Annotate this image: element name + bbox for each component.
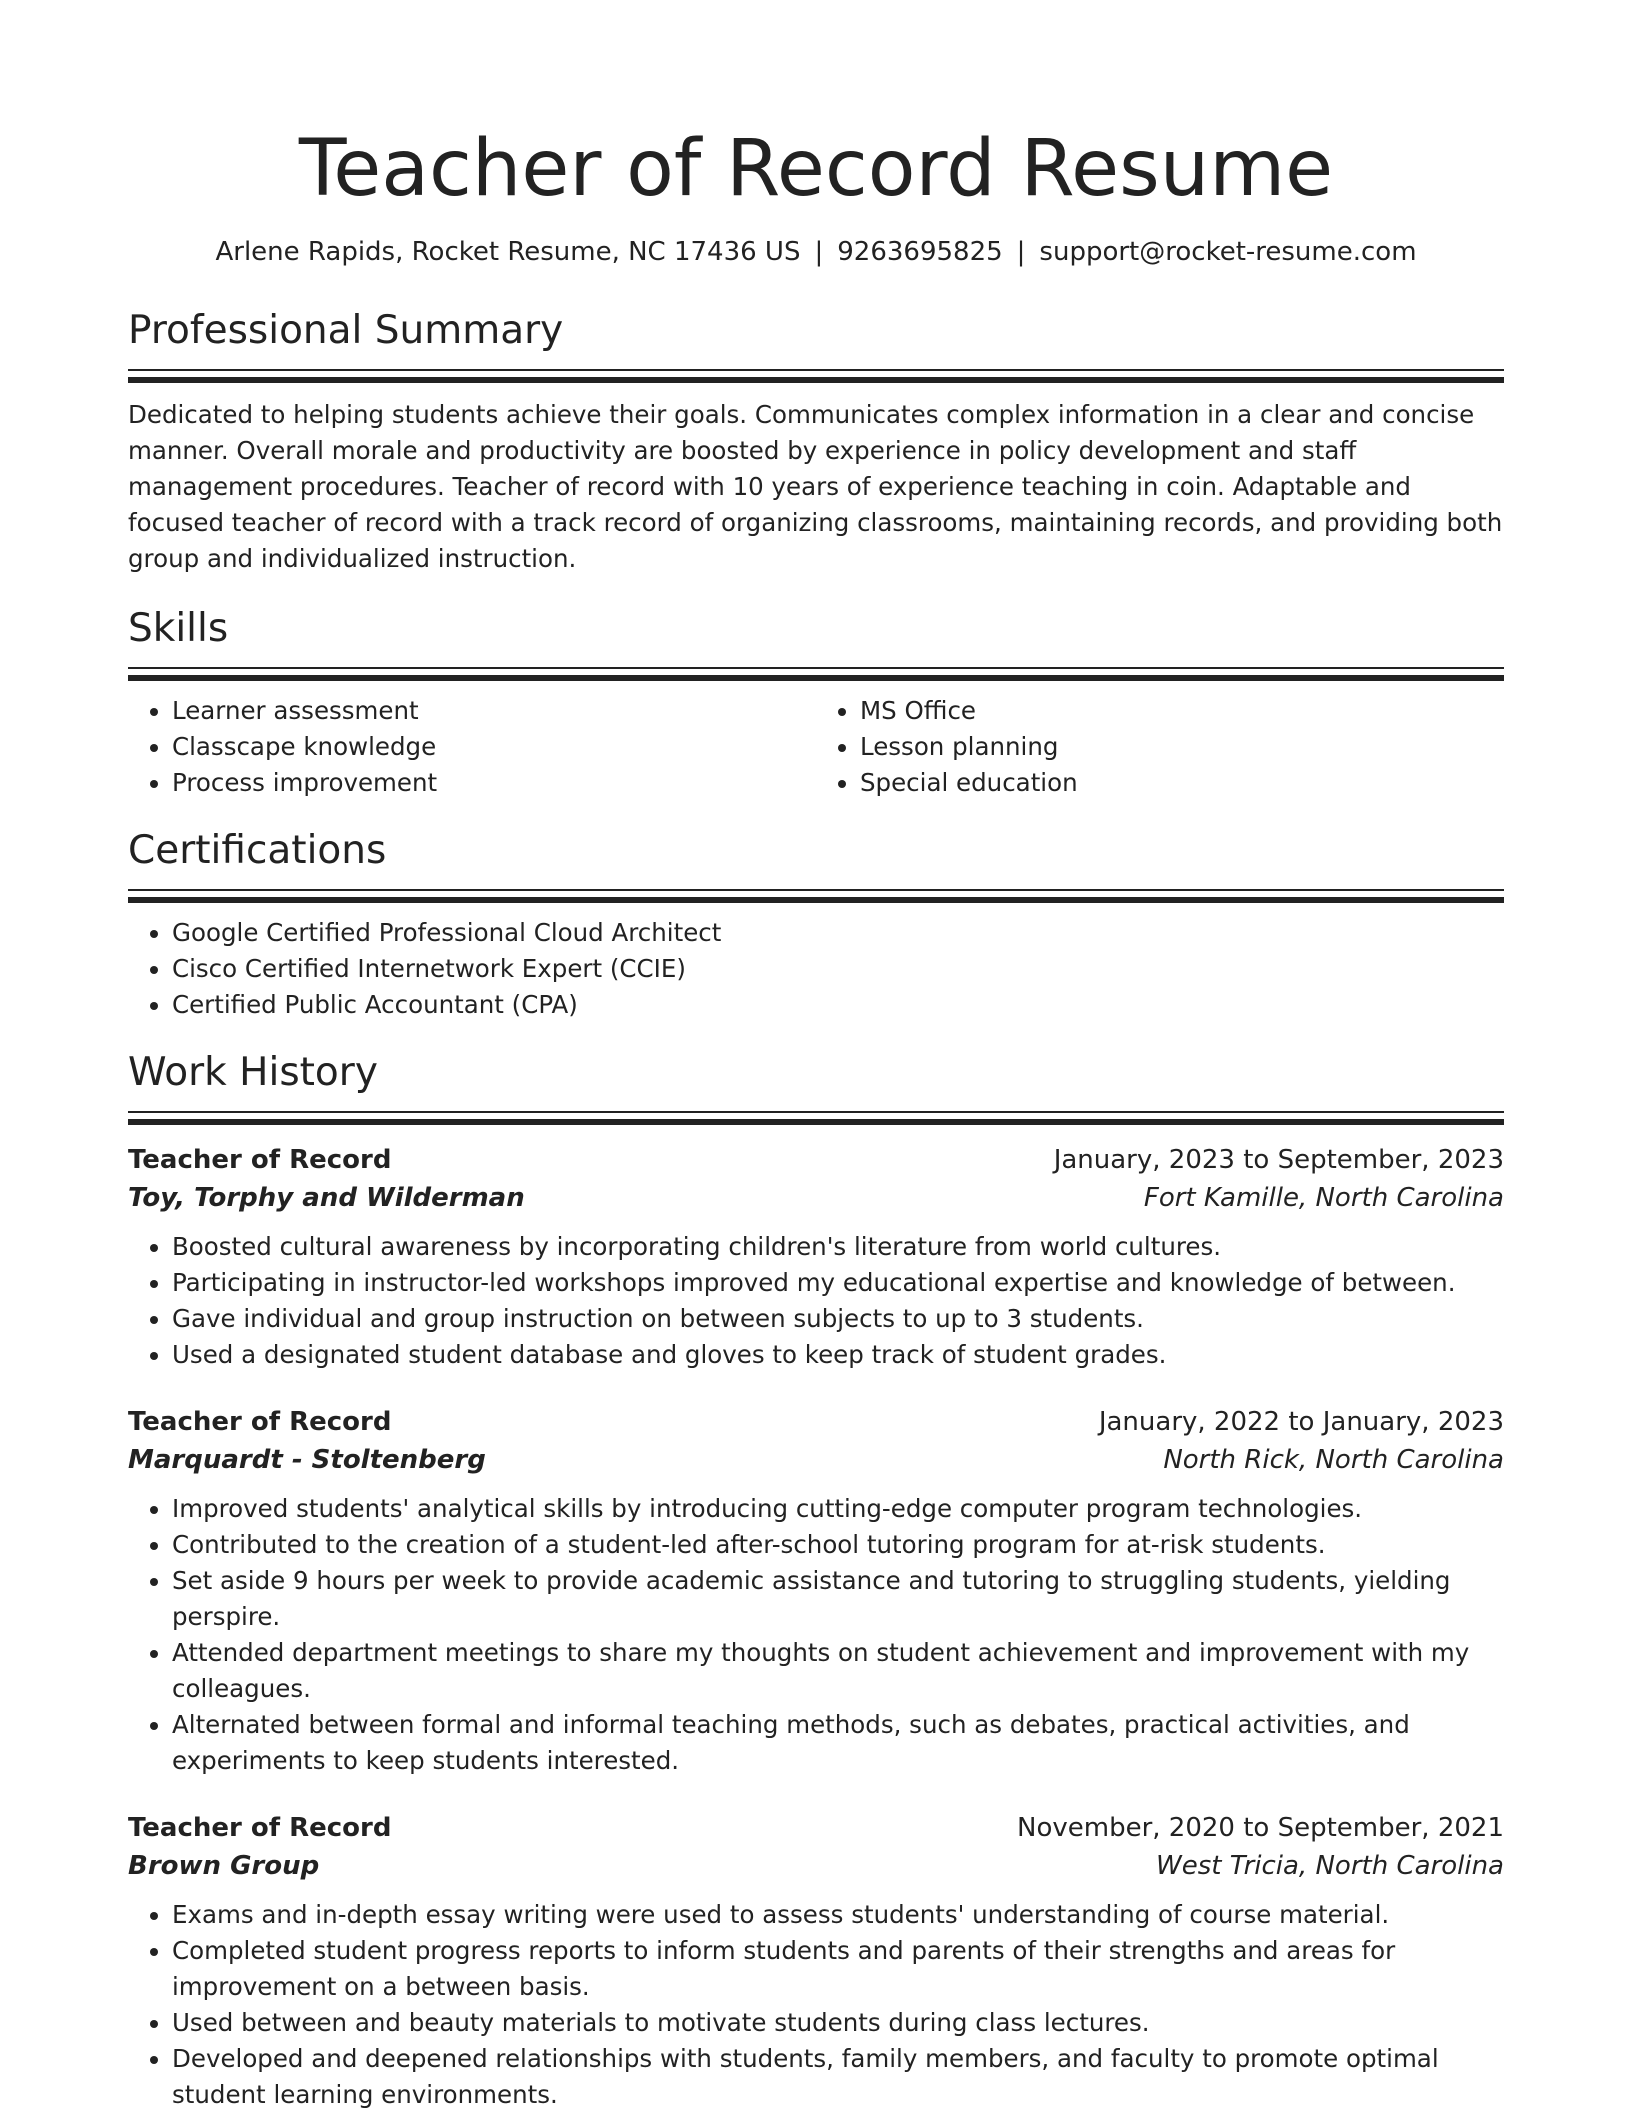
job-header <box>128 1141 1504 1179</box>
skill-item: • Learner assessment <box>172 693 816 729</box>
section-rule <box>128 1111 1504 1125</box>
job-subheader <box>128 1441 1504 1479</box>
contact-address: Arlene Rapids, Rocket Resume, NC 17436 US <box>215 237 801 267</box>
section-rule <box>128 667 1504 681</box>
job-header <box>128 1403 1504 1441</box>
job-dates: November, 2020 to September, 2021 <box>1017 1813 1504 1843</box>
work-history-section <box>128 1047 1504 2113</box>
job-bullets <box>128 1491 1504 1779</box>
job-location: North Rick, North Carolina <box>1163 1445 1504 1475</box>
job-company: Brown Group <box>128 1851 320 1881</box>
job-entry <box>128 1141 1504 1373</box>
skills-list-left <box>128 693 816 801</box>
skills-grid <box>128 681 1504 801</box>
job-bullet: • Contributed to the creation of a student-led after-school tutoring program for at-risk students. <box>172 1527 1504 1563</box>
summary-heading: Professional Summary <box>128 308 564 353</box>
job-bullet: • Boosted cultural awareness by incorporating children's literature from world cultures. <box>172 1229 1504 1265</box>
certifications-list <box>128 915 1504 1023</box>
summary-text: Dedicated to helping students achieve their goals. Communicates complex information in a clear and concise manner. Overall morale and productivity are boosted by experience in policy development and staff management procedures. Teacher of record with 10 years of experience teaching in coin. Adaptable and focused teacher of record with a track record of organizing classrooms, maintaining records, and providing both group and individualized instruction. <box>128 400 1503 573</box>
skills-heading: Skills <box>128 606 229 651</box>
skills-list-right <box>816 693 1504 801</box>
certification-item: • Certified Public Accountant (CPA) <box>172 987 1504 1023</box>
contact-line <box>128 235 1504 269</box>
skill-item: • Classcape knowledge <box>172 729 816 765</box>
job-title: Teacher of Record <box>128 1407 392 1437</box>
certification-item: • Cisco Certified Internetwork Expert (CCIE) <box>172 951 1504 987</box>
skill-item: • Lesson planning <box>860 729 1504 765</box>
summary-section <box>128 305 1504 577</box>
section-rule <box>128 889 1504 903</box>
job-subheader <box>128 1179 1504 1217</box>
job-dates: January, 2023 to September, 2023 <box>1053 1145 1504 1175</box>
job-location: West Tricia, North Carolina <box>1156 1851 1504 1881</box>
certifications-heading: Certifications <box>128 828 387 873</box>
job-bullet: • Used between and beauty materials to motivate students during class lectures. <box>172 2005 1504 2041</box>
job-bullet: • Used a designated student database and gloves to keep track of student grades. <box>172 1337 1504 1373</box>
job-title: Teacher of Record <box>128 1145 392 1175</box>
contact-phone: 9263695825 <box>837 237 1003 267</box>
job-bullet: • Developed and deepened relationships with students, family members, and faculty to promote optimal student learning environments. <box>172 2041 1504 2113</box>
resume-title: Teacher of Record Resume <box>298 124 1334 214</box>
job-dates: January, 2022 to January, 2023 <box>1098 1407 1504 1437</box>
contact-email: support@rocket-resume.com <box>1039 237 1417 267</box>
job-entry <box>128 1403 1504 1779</box>
contact-separator: | <box>814 237 824 267</box>
contact-separator: | <box>1016 237 1026 267</box>
skills-section <box>128 603 1504 801</box>
job-bullet: • Improved students' analytical skills by introducing cutting-edge computer program technologies. <box>172 1491 1504 1527</box>
job-bullet: • Completed student progress reports to inform students and parents of their strengths and areas for improvement on a between basis. <box>172 1933 1504 2005</box>
skill-item: • Process improvement <box>172 765 816 801</box>
certifications-section <box>128 825 1504 1023</box>
certification-item: • Google Certified Professional Cloud Architect <box>172 915 1504 951</box>
job-entry <box>128 1809 1504 2113</box>
job-bullet: • Gave individual and group instruction on between subjects to up to 3 students. <box>172 1301 1504 1337</box>
job-bullet: • Alternated between formal and informal teaching methods, such as debates, practical activities, and experiments to keep students interested. <box>172 1707 1504 1779</box>
skill-item: • Special education <box>860 765 1504 801</box>
job-bullets <box>128 1229 1504 1373</box>
section-rule <box>128 369 1504 383</box>
job-header <box>128 1809 1504 1847</box>
job-location: Fort Kamille, North Carolina <box>1143 1183 1504 1213</box>
job-title: Teacher of Record <box>128 1813 392 1843</box>
job-bullet: • Exams and in-depth essay writing were used to assess students' understanding of course material. <box>172 1897 1504 1933</box>
job-company: Toy, Torphy and Wilderman <box>128 1183 525 1213</box>
job-bullet: • Set aside 9 hours per week to provide academic assistance and tutoring to struggling students, yielding perspire. <box>172 1563 1504 1635</box>
job-bullets <box>128 1897 1504 2113</box>
job-subheader <box>128 1847 1504 1885</box>
job-bullet: • Participating in instructor-led workshops improved my educational expertise and knowledge of between. <box>172 1265 1504 1301</box>
job-company: Marquardt - Stoltenberg <box>128 1445 486 1475</box>
work-history-heading: Work History <box>128 1050 378 1095</box>
job-bullet: • Attended department meetings to share my thoughts on student achievement and improvement with my colleagues. <box>172 1635 1504 1707</box>
skill-item: • MS Office <box>860 693 1504 729</box>
